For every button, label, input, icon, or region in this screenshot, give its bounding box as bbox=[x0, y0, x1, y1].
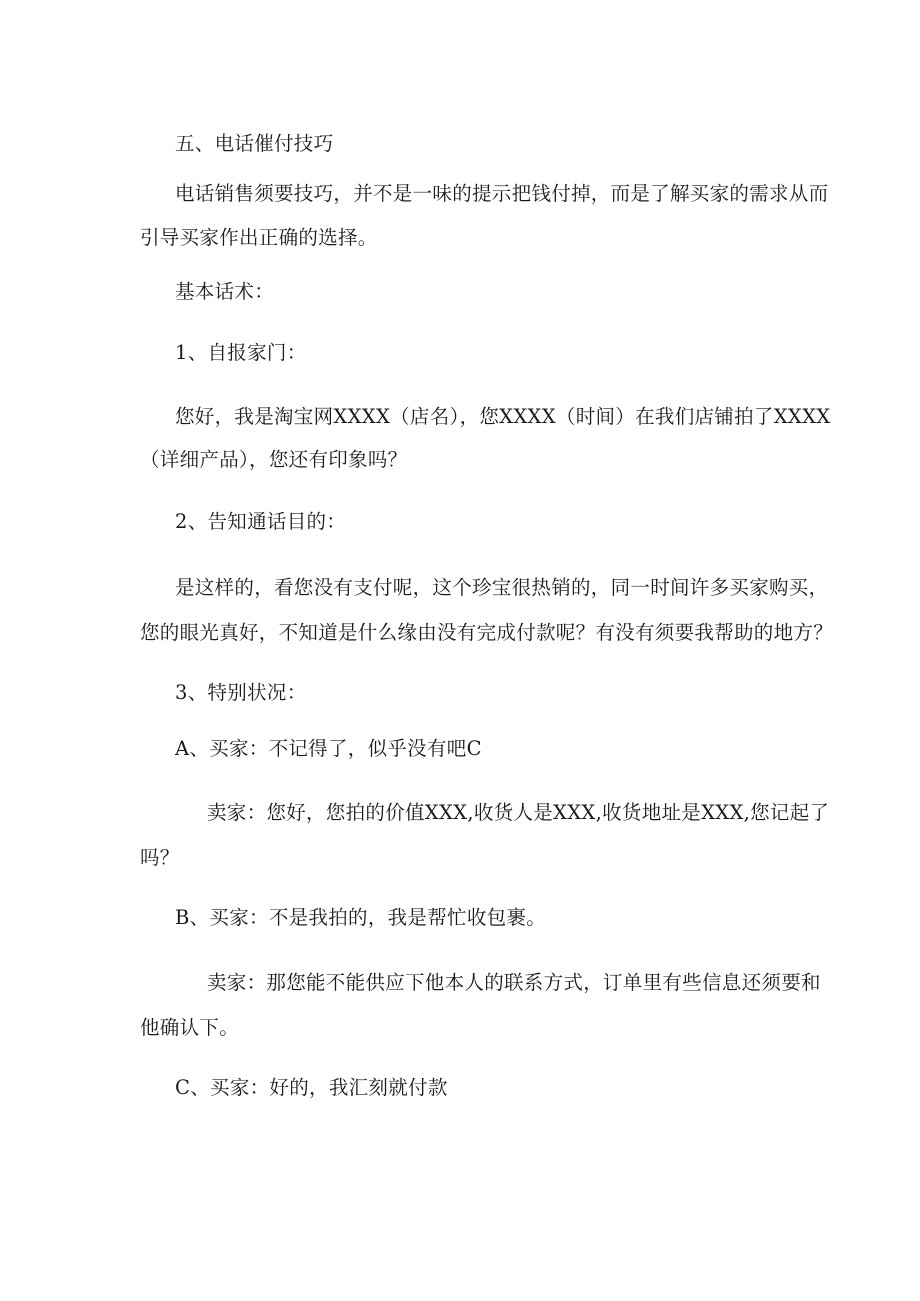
section-heading: 五、电话催付技巧 bbox=[175, 132, 334, 155]
script-label: 基本话术： bbox=[175, 280, 275, 303]
step1-label: 1、自报家门： bbox=[175, 341, 307, 364]
case-a-buyer: A、买家：不记得了，似乎没有吧C bbox=[175, 737, 482, 760]
case-b-seller-line-2: 他确认下。 bbox=[140, 1016, 240, 1039]
step1-line-1: 您好，我是淘宝网XXXX（店名），您XXXX（时间）在我们店铺拍了XXXX bbox=[175, 405, 831, 428]
step2-label: 2、告知通话目的： bbox=[175, 510, 347, 533]
intro-line-1: 电话销售须要技巧，并不是一味的提示把钱付掉，而是了解买家的需求从而 bbox=[175, 182, 829, 205]
case-b-seller-line-1: 卖家：那您能不能供应下他本人的联系方式，订单里有些信息还须要和 bbox=[207, 971, 821, 994]
case-b-buyer: B、买家：不是我拍的，我是帮忙收包裹。 bbox=[175, 906, 547, 929]
intro-line-2: 引导买家作出正确的选择。 bbox=[140, 226, 378, 249]
step1-line-2: （详细产品），您还有印象吗？ bbox=[140, 448, 408, 471]
case-a-seller-line-2: 吗？ bbox=[140, 846, 180, 869]
step3-label: 3、特别状况： bbox=[175, 681, 307, 704]
step2-line-2: 您的眼光真好，不知道是什么缘由没有完成付款呢？有没有须要我帮助的地方？ bbox=[140, 621, 834, 644]
case-a-seller-line-1: 卖家：您好，您拍的价值XXX,收货人是XXX,收货地址是XXX,您记起了 bbox=[207, 801, 830, 824]
step2-line-1: 是这样的，看您没有支付呢，这个珍宝很热销的，同一时间许多买家购买， bbox=[175, 576, 829, 599]
case-c-buyer: C、买家：好的，我汇刻就付款 bbox=[175, 1076, 448, 1099]
